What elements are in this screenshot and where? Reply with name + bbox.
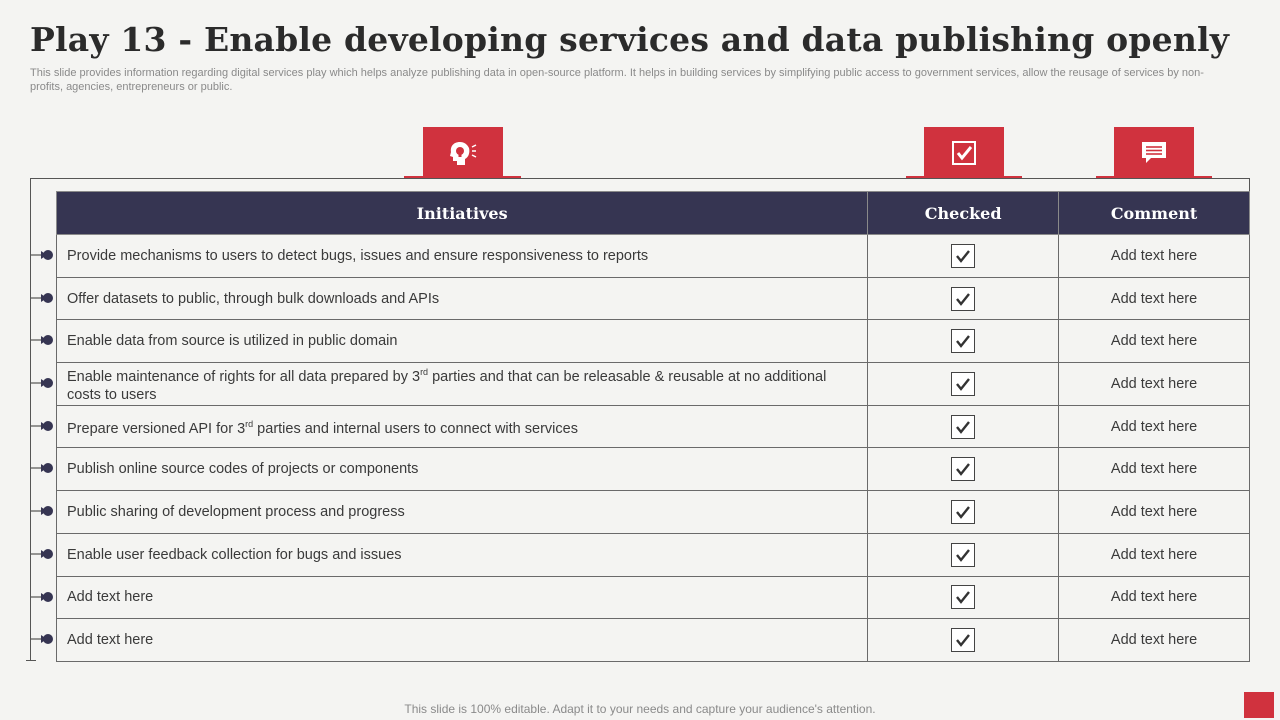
table-row — [57, 320, 1250, 363]
row-bullet-icon — [31, 292, 57, 304]
checkbox-checked[interactable] — [951, 329, 975, 353]
checked-cell — [868, 533, 1059, 576]
check-icon — [955, 292, 971, 306]
chat-icon — [1140, 140, 1168, 166]
check-icon — [955, 377, 971, 391]
comment-cell[interactable]: Add text here — [1059, 491, 1250, 534]
check-icon — [955, 462, 971, 476]
idea-head-icon — [448, 139, 478, 167]
checked-cell — [868, 448, 1059, 491]
comment-cell[interactable]: Add text here — [1059, 576, 1250, 619]
frame-right-line — [1249, 178, 1250, 191]
row-bullet-icon — [31, 633, 57, 645]
page-subtitle: This slide provides information regarding digital services play which helps analyze publishing data in open-source platform. It helps in building services by simplifying public access to government services, allow the reusage of services by non-profits, agencies, entrepreneurs or public. — [30, 67, 1204, 93]
table-row — [57, 491, 1250, 534]
comment-cell[interactable]: Add text here — [1059, 448, 1250, 491]
initiative-cell: Public sharing of development process and progress — [57, 491, 868, 534]
checkbox-checked[interactable] — [951, 543, 975, 567]
checked-cell — [868, 277, 1059, 320]
checked-cell — [868, 235, 1059, 278]
initiative-cell: Enable data from source is utilized in public domain — [57, 320, 868, 363]
check-icon — [955, 590, 971, 604]
initiative-text-part: parties and internal users to connect with services — [253, 421, 578, 437]
comment-cell[interactable]: Add text here — [1059, 619, 1250, 662]
initiative-cell: Offer datasets to public, through bulk downloads and APIs — [57, 277, 868, 320]
initiative-cell[interactable]: Add text here — [57, 619, 868, 662]
initiative-cell[interactable]: Add text here — [57, 576, 868, 619]
checkbox-checked[interactable] — [951, 372, 975, 396]
checkbox-icon — [951, 140, 977, 166]
comment-cell[interactable]: Add text here — [1059, 320, 1250, 363]
table-row — [57, 619, 1250, 662]
check-icon — [955, 633, 971, 647]
initiatives-table — [56, 191, 1250, 662]
row-bullet-icon — [31, 334, 57, 346]
row-bullet-icon — [31, 462, 57, 474]
initiative-text-part: Prepare versioned API for 3 — [67, 421, 246, 437]
comment-cell[interactable]: Add text here — [1059, 363, 1250, 406]
row-bullet-icon — [31, 505, 57, 517]
checkbox-tab — [924, 127, 1004, 178]
ordinal-suffix: rd — [245, 419, 254, 430]
header-comment: Comment — [1059, 192, 1250, 235]
header-checked: Checked — [868, 192, 1059, 235]
checkbox-checked[interactable] — [951, 244, 975, 268]
checked-cell — [868, 619, 1059, 662]
page-title: Play 13 - Enable developing services and data publishing openly — [30, 20, 1230, 59]
initiative-text-part: parties and that can be releasable & reusable at no additional costs to users — [67, 369, 827, 404]
table-row — [57, 363, 1250, 406]
initiative-cell — [57, 405, 868, 448]
initiative-cell: Provide mechanisms to users to detect bugs, issues and ensure responsiveness to reports — [57, 235, 868, 278]
checkbox-checked[interactable] — [951, 287, 975, 311]
checkbox-checked[interactable] — [951, 500, 975, 524]
comment-cell[interactable]: Add text here — [1059, 533, 1250, 576]
footer-note: This slide is 100% editable. Adapt it to your needs and capture your audience's attention. — [404, 702, 876, 716]
table-row — [57, 277, 1250, 320]
initiative-cell: Enable user feedback collection for bugs and issues — [57, 533, 868, 576]
checkbox-checked[interactable] — [951, 457, 975, 481]
frame-top-line — [30, 178, 1250, 179]
checked-cell — [868, 491, 1059, 534]
table-row — [57, 533, 1250, 576]
checkbox-checked[interactable] — [951, 415, 975, 439]
check-icon — [955, 420, 971, 434]
frame-foot-line — [26, 660, 36, 661]
table-row — [57, 405, 1250, 448]
comment-cell[interactable]: Add text here — [1059, 277, 1250, 320]
table-row — [57, 448, 1250, 491]
chat-tab — [1114, 127, 1194, 178]
initiative-text-part: Enable maintenance of rights for all data prepared by 3 — [67, 369, 421, 386]
checkbox-checked[interactable] — [951, 628, 975, 652]
row-bullet-icon — [31, 548, 57, 560]
corner-accent — [1244, 692, 1274, 718]
check-icon — [955, 249, 971, 263]
header-initiatives: Initiatives — [57, 192, 868, 235]
check-icon — [955, 334, 971, 348]
checked-cell — [868, 576, 1059, 619]
idea-tab — [423, 127, 503, 178]
comment-cell[interactable]: Add text here — [1059, 405, 1250, 448]
table-header-row — [57, 192, 1250, 235]
checkbox-checked[interactable] — [951, 585, 975, 609]
row-bullet-icon — [31, 249, 57, 261]
row-bullet-icon — [31, 377, 57, 389]
initiative-cell — [57, 363, 868, 406]
checked-cell — [868, 320, 1059, 363]
ordinal-suffix: rd — [420, 367, 429, 378]
check-icon — [955, 505, 971, 519]
checked-cell — [868, 405, 1059, 448]
row-bullet-icon — [31, 420, 57, 432]
comment-cell[interactable]: Add text here — [1059, 235, 1250, 278]
initiative-cell: Publish online source codes of projects or components — [57, 448, 868, 491]
table-row — [57, 235, 1250, 278]
row-bullet-icon — [31, 591, 57, 603]
table-row — [57, 576, 1250, 619]
checked-cell — [868, 363, 1059, 406]
check-icon — [955, 548, 971, 562]
